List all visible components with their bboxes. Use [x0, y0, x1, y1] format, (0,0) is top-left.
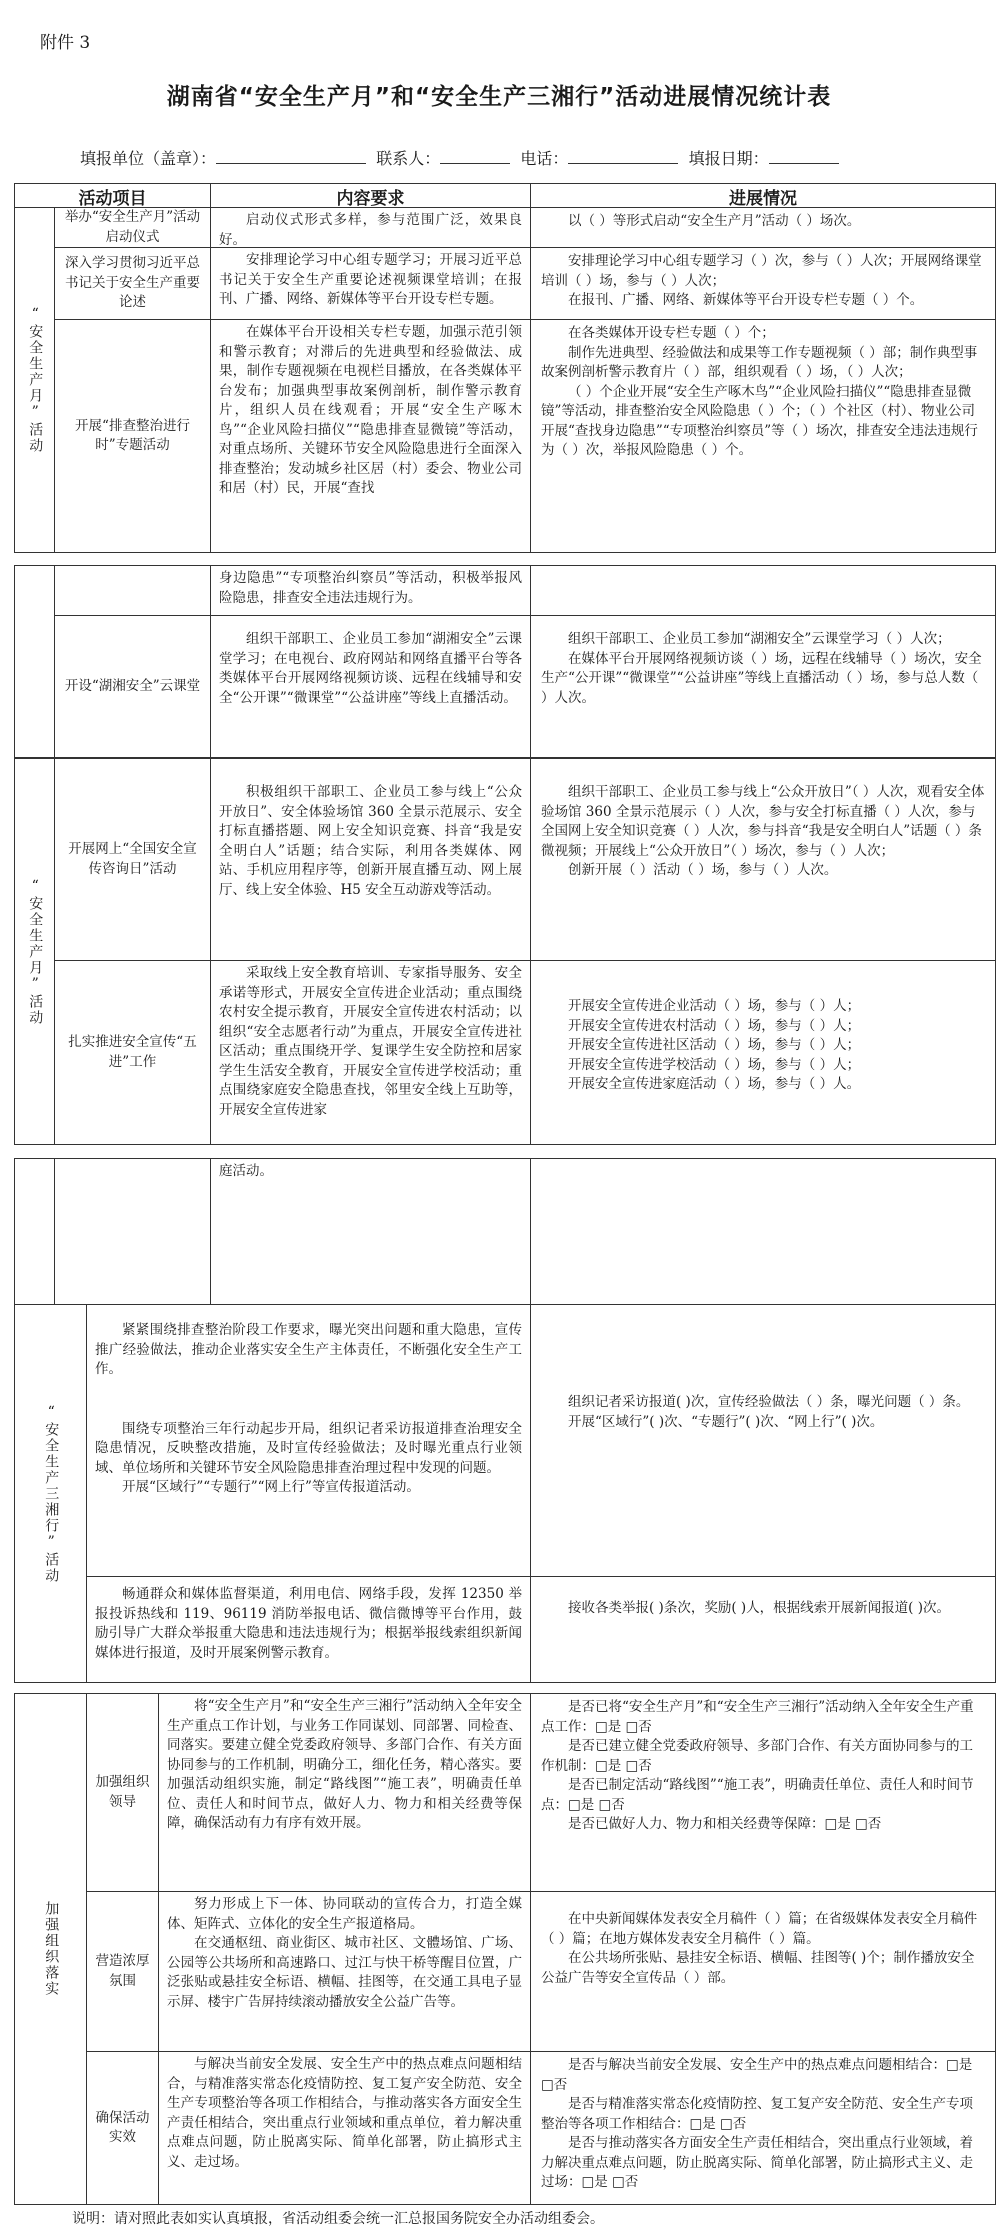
row-content: 畅通群众和媒体监督渠道，利用电信、网络手段，发挥 12350 举报投诉热线和 119、96119 消防举报电话、微信微博等平台作用，鼓励引导广大群众举报重大隐患和违法违规行为；根据举报线索组织新闻媒体进行报道，及时开展案例警示教育。	[87, 1577, 531, 1682]
row-progress: 组织记者采访报道( )次，宣传经验做法（ ）条，曝光问题（ ）条。 开展“区域行”( )次、“专题行”( )次、“网上行”( )次。	[531, 1305, 995, 1577]
row-name: 开展网上“全国安全宣传咨询日”活动	[55, 759, 211, 961]
row-content: 将“安全生产月”和“安全生产三湘行”活动纳入全年安全生产重点工作计划，与业务工作同谋划、同部署、同检查、同落实。要建立健全党委政府领导、多部门合作、有关方面协同参与的工作机制，明确分工，细化任务，精心落实。要加强活动组织实施，制定“路线图”“施工表”，明确责任单位、责任人和时间节点，做好人力、物力和相关经费等保障，确保活动有力有序有效开展。	[159, 1694, 531, 1892]
row-progress: 组织干部职工、企业员工参与线上“公众开放日”（ ）人次，观看安全体验场馆 360 全景示范展示（ ）人次，参与安全打标直播（ ）人次，参与全国网上安全知识竞赛（ ）人次，参与抖音“我是安全明白人”话题（ ）条微视频；开展线上“公众开放日”（ ）场次，参与（ ）人次； 创新开展（ ）活动（ ）场，参与（ ）人次。	[531, 759, 995, 961]
row-content-continued: 身边隐患”“专项整治纠察员”等活动，积极举报风险隐患，排查安全违法违规行为。	[211, 566, 531, 616]
table-page-4	[14, 1158, 996, 1683]
row-name: 扎实推进安全宣传“五进”工作	[55, 961, 211, 1144]
row-name: 确保活动实效	[87, 2052, 159, 2204]
group-label-blank	[15, 1159, 55, 1305]
table-page-5	[14, 1693, 996, 2205]
row-progress: 是否已将“安全生产月”和“安全生产三湘行”活动纳入全年安全生产重点工作：□是 □否 是否已建立健全党委政府领导、多部门合作、有关方面协同参与的工作机制：□是 □否 是否已制定活动“路线图”“施工表”，明确责任单位、责任人和时间节点：□是 □否 是否已做好人力、物力和相关经费等保障：□是 □否	[531, 1694, 995, 1892]
phone-label: 电话：	[520, 149, 569, 168]
row-progress: 接收各类举报( )条次，奖励( )人，根据线索开展新闻报道( )次。	[568, 1600, 950, 1616]
unit-label: 填报单位（盖章）：	[80, 149, 217, 168]
row-content: 积极组织干部职工、企业员工参与线上“公众开放日”、安全体验场馆 360 全景示范展示、安全打标直播搭题、网上安全知识竞赛、抖音“我是安全明白人”话题；结合实际，利用各类媒体、网站、手机应用程序等，创新开展直播互动、网上展厅、线上安全体验、H5 安全互动游戏等活动。	[211, 759, 531, 961]
row-content: 安排理论学习中心组专题学习；开展习近平总书记关于安全生产重要论述视频课堂培训；在报刊、广播、网络、新媒体等平台开设专栏专题。	[211, 248, 531, 320]
row-content: 启动仪式形式多样，参与范围广泛，效果良好。	[211, 208, 531, 248]
row-name-continued	[55, 566, 211, 616]
row-name: 开设“湖湘安全”云课堂	[55, 616, 211, 757]
row-name: 深入学习贯彻习近平总书记关于安全生产重要论述	[55, 248, 211, 320]
row-content: 组织干部职工、企业员工参加“湖湘安全”云课堂学习；在电视台、政府网站和网络直播平台等各类媒体平台开展网络视频访谈、远程在线辅导和安全“公开课”“微课堂”“公益讲座”等线上直播活动。	[211, 616, 531, 757]
row-progress: 在各类媒体开设专栏专题（ ）个； 制作先进典型、经验做法和成果等工作专题视频（ ）部；制作典型事故案例剖析警示教育片（ ）部，组织观看（ ）场，（ ）人次； （ ）个企业开展“安全生产啄木鸟”“企业风险扫描仪”“隐患排查显微镜”等活动，排查整治安全风险隐患（ ）个；（ ）个社区（村）、物业公司开展“查找身边隐患”“专项整治纠察员”等（ ）场次，排查安全违法违规行为（ ）次，举报风险隐患（ ）个。	[541, 325, 978, 458]
group-label-blank	[15, 566, 55, 757]
row-name: 加强组织领导	[87, 1694, 159, 1892]
table-page-1	[14, 183, 996, 553]
row-content-continued: 庭活动。	[211, 1159, 531, 1305]
group-label-month: “安全生产月”活动	[15, 208, 55, 552]
group-label-month-2: “安全生产月”活动	[15, 759, 55, 1144]
unit-field[interactable]	[216, 149, 366, 164]
group-label-org: 加强组织落实	[15, 1694, 87, 2204]
row-name-continued	[55, 1159, 211, 1305]
row-content: 紧紧围绕排查整治阶段工作要求，曝光突出问题和重大隐患，宣传推广经验做法，推动企业落实安全生产主体责任，不断强化安全生产工作。 围绕专项整治三年行动起步开局，组织记者采访报道排查治理安全隐患情况，反映整改措施，及时宣传经验做法；及时曝光重点行业领域、单位场所和关键环节安全风险隐患排查治理过程中发现的问题。 开展“区域行”“专题行”“网上行”等宣传报道活动。	[87, 1305, 531, 1577]
row-progress: 组织干部职工、企业员工参加“湖湘安全”云课堂学习（ ）人次； 在媒体平台开展网络视频访谈（ ）场，远程在线辅导（ ）场次，安全生产“公开课”“微课堂”“公益讲座”等线上直播活动（ ）场，参与总人数（ ）人次。	[541, 631, 982, 706]
row-name: 营造浓厚氛围	[87, 1892, 159, 2052]
row-name: 举办“安全生产月”活动启动仪式	[55, 208, 211, 248]
row-content: 采取线上安全教育培训、专家指导服务、安全承诺等形式，开展安全宣传进企业活动；重点围绕农村安全提示教育，开展安全宣传进农村活动；以组织“安全志愿者行动”为重点，开展安全宣传进社区活动；重点围绕开学、复课学生安全防控和居家学生生活安全教育，开展安全宣传进学校活动；重点围绕家庭安全隐患查找，邻里安全线上互助等，开展安全宣传进家	[211, 961, 531, 1144]
header-content: 内容要求	[211, 184, 531, 208]
row-progress-continued	[531, 1159, 995, 1305]
row-progress: 以（ ）等形式启动“安全生产月”活动（ ）场次。	[531, 208, 995, 248]
row-content: 与解决当前安全发展、安全生产中的热点难点问题相结合，与精准落实常态化疫情防控、复工复产安全防范、安全生产专项整治等各项工作相结合，与推动落实各方面安全生产责任相结合，突出重点行业领域和重点单位，着力解决重点难点问题，防止脱离实际、简单化部署，防止搞形式主义、走过场。	[159, 2052, 531, 2204]
row-content: 在媒体平台开设相关专栏专题，加强示范引领和警示教育；对滞后的先进典型和经验做法、成果，制作专题视频在电视栏目播放，在各类媒体平台发布；加强典型事故案例剖析，制作警示教育片，组织人员在线观看；开展“安全生产啄木鸟”“企业风险扫描仪”“隐患排查显微镜”等活动，对重点场所、关键环节安全风险隐患进行全面深入排查整治；发动城乡社区居（村）委会、物业公司和居（村）民，开展“查找	[211, 320, 531, 552]
contact-field[interactable]	[440, 149, 510, 164]
row-progress-continued	[531, 566, 995, 616]
group-label-sanxiang: “安全生产三湘行”活动	[15, 1305, 87, 1682]
form-fields-row	[80, 146, 839, 169]
header-progress: 进展情况	[531, 184, 995, 208]
contact-label: 联系人：	[376, 149, 441, 168]
table-page-3	[14, 758, 996, 1145]
row-progress: 在中央新闻媒体发表安全月稿件（ ）篇；在省级媒体发表安全月稿件（ ）篇；在地方媒体发表安全月稿件（ ）篇。 在公共场所张贴、悬挂安全标语、横幅、挂图等( )个；制作播放安全公益广告等安全宣传品（ ）部。	[531, 1892, 995, 2052]
row-content: 努力形成上下一体、协同联动的宣传合力，打造全媒体、矩阵式、立体化的安全生产报道格局。 在交通枢纽、商业街区、城市社区、文體场馆、广场、公园等公共场所和高速路口、过江与快干桥等醒目位置，广泛张贴或悬挂安全标语、横幅、挂图等，在交通工具电子显示屏、楼宇广告屏持续滚动播放安全公益广告等。	[159, 1892, 531, 2052]
page-title: 湖南省“安全生产月”和“安全生产三湘行”活动进展情况统计表	[166, 84, 832, 110]
row-progress: 是否与解决当前安全发展、安全生产中的热点难点问题相结合：□是 □否 是否与精准落实常态化疫情防控、复工复产安全防范、安全生产专项整治等各项工作相结合：□是 □否 是否与推动落实各方面安全生产责任相结合，突出重点行业领域，着力解决重点难点问题，防止脱离实际、简单化部署，防止搞形式主义、走过场：□是 □否	[541, 2057, 973, 2190]
table-page-2	[14, 565, 996, 758]
row-progress: 开展安全宣传进企业活动（ ）场，参与（ ）人； 开展安全宣传进农村活动（ ）场，参与（ ）人； 开展安全宣传进社区活动（ ）场，参与（ ）人； 开展安全宣传进学校活动（ ）场，参与（ ）人； 开展安全宣传进家庭活动（ ）场，参与（ ）人。	[568, 998, 861, 1092]
phone-field[interactable]	[568, 149, 678, 164]
row-name: 开展“排查整治进行时”专题活动	[55, 320, 211, 552]
date-field[interactable]	[769, 149, 839, 164]
row-progress: 安排理论学习中心组专题学习（ ）次，参与（ ）人次；开展网络课堂培训（ ）场，参与（ ）人次； 在报刊、广播、网络、新媒体等平台开设专栏专题（ ）个。	[531, 248, 995, 320]
date-label: 填报日期：	[688, 149, 769, 168]
footer-note: 说明：请对照此表如实认真填报，省活动组委会统一汇总报国务院安全办活动组委会。	[72, 2211, 604, 2227]
header-item: 活动项目	[15, 184, 211, 208]
attachment-label: 附件 3	[40, 33, 91, 53]
